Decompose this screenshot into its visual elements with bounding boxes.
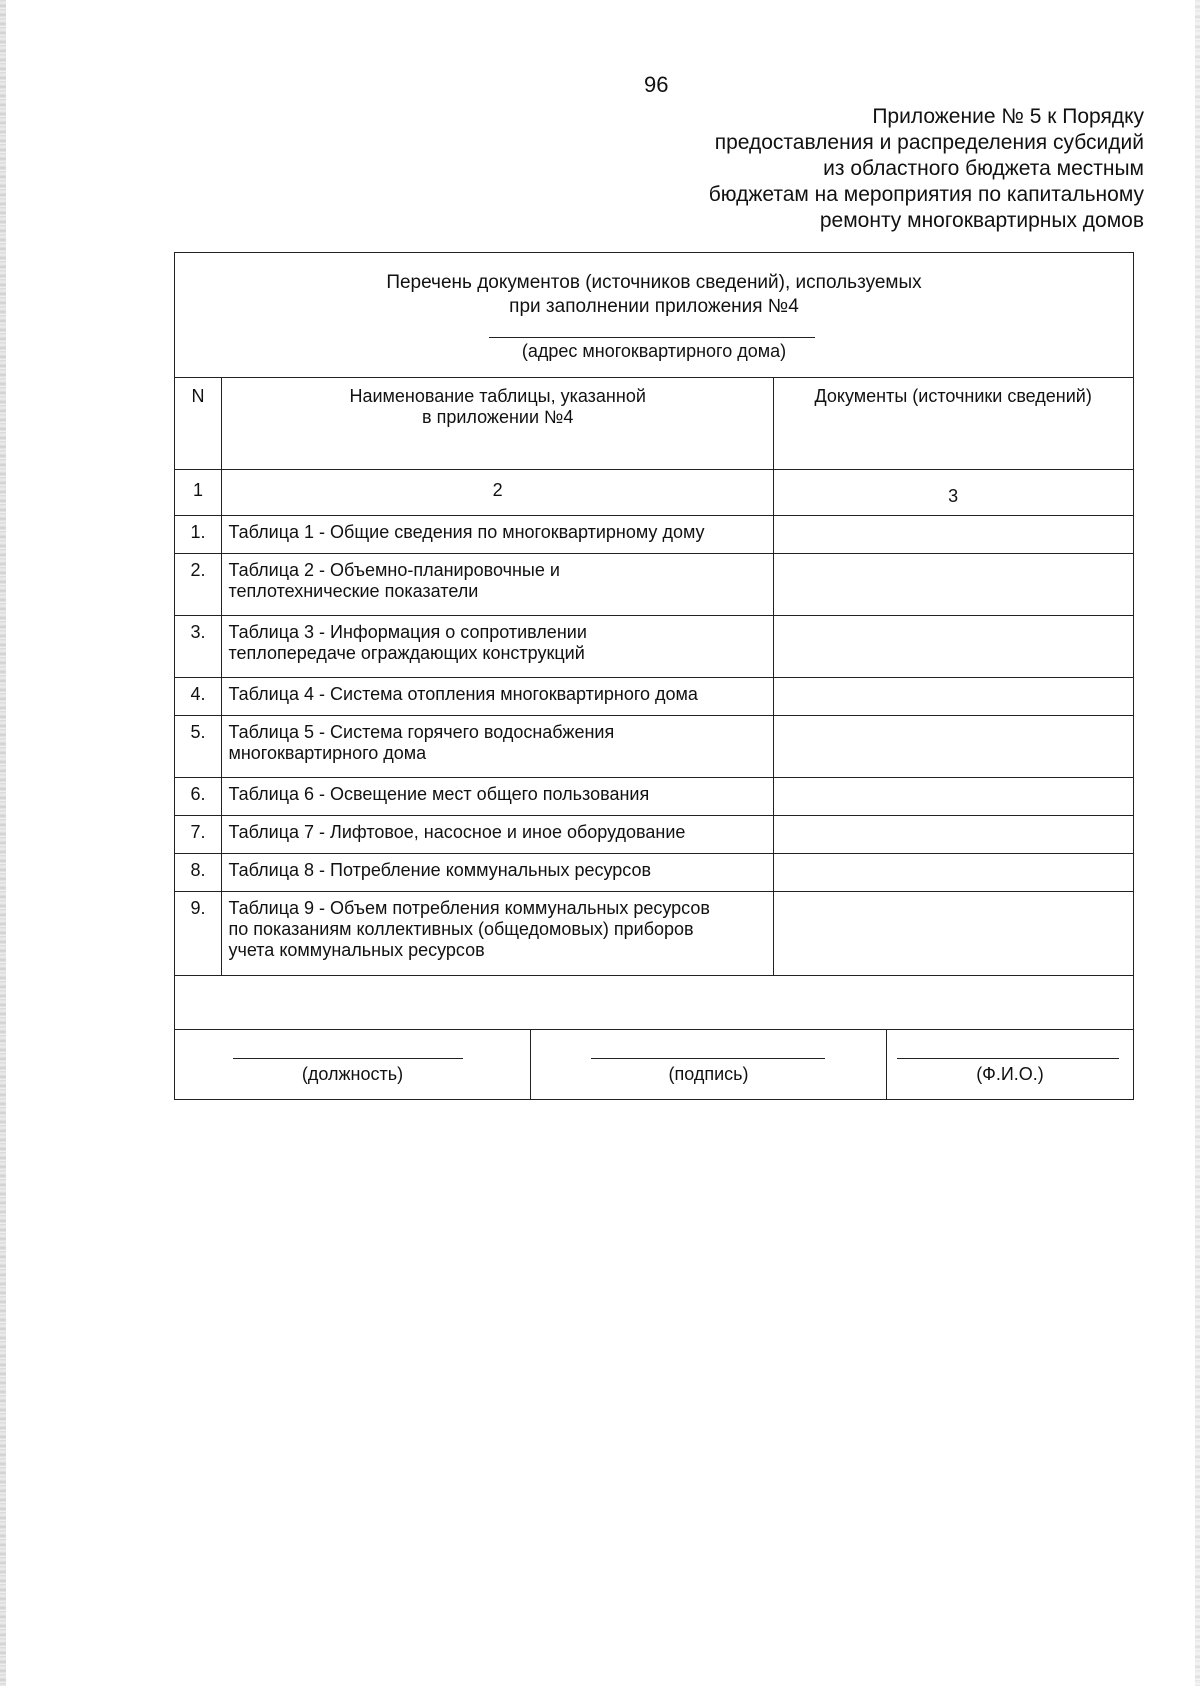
row-number: 3. [174, 616, 222, 678]
signature-cell [531, 1030, 887, 1100]
position-cell [175, 1030, 531, 1100]
row-number: 2. [174, 554, 222, 616]
row-name-line: теплопередаче ограждающих конструкций [228, 643, 585, 663]
row-docs-cell[interactable] [773, 854, 1133, 892]
header-name-line: в приложении №4 [422, 407, 574, 427]
row-name-line: теплотехнические показатели [228, 581, 479, 601]
row-docs-cell[interactable] [773, 678, 1133, 716]
address-label: (адрес многоквартирного дома) [521, 341, 787, 361]
annex-line: бюджетам на мероприятия по капитальному [708, 183, 1144, 206]
table-row [174, 554, 1133, 616]
table-header-row [174, 378, 1133, 470]
full-name-blank-line[interactable] [897, 1058, 1119, 1059]
column-number: 3 [773, 470, 1133, 516]
row-number: 6. [174, 778, 222, 816]
column-number: 2 [222, 470, 773, 516]
column-number-row [174, 470, 1133, 516]
annex-line: Приложение № 5 к Порядку [872, 105, 1144, 128]
table-row [174, 516, 1133, 554]
row-number: 5. [174, 716, 222, 778]
row-number: 4. [174, 678, 222, 716]
row-name [222, 678, 773, 716]
form-title [175, 271, 1133, 319]
row-name-line: Таблица 1 - Общие сведения по многоквартирному дому [228, 522, 705, 542]
header-name [222, 378, 773, 470]
header-name-line: Наименование таблицы, указанной [349, 386, 646, 406]
row-name-line: Таблица 9 - Объем потребления коммунальных ресурсов [228, 898, 710, 918]
table-row [174, 678, 1133, 716]
documents-table [174, 377, 1134, 976]
page-number: 96 [644, 72, 669, 97]
row-name [222, 616, 773, 678]
row-name [222, 516, 773, 554]
scan-edge-left [0, 0, 6, 1686]
table-row [174, 892, 1133, 976]
row-name [222, 554, 773, 616]
row-number: 9. [174, 892, 222, 976]
signature-blank-line[interactable] [591, 1058, 825, 1059]
row-docs-cell[interactable] [773, 816, 1133, 854]
row-name-line: Таблица 3 - Информация о сопротивлении [228, 622, 587, 642]
header-n: N [174, 378, 222, 470]
full-name-label: (Ф.И.О.) [976, 1064, 1044, 1084]
signature-label: (подпись) [668, 1064, 749, 1084]
form-title-line: при заполнении приложения №4 [509, 296, 799, 317]
header-docs: Документы (источники сведений) [773, 378, 1133, 470]
row-name [222, 816, 773, 854]
annex-header [584, 104, 1144, 234]
row-name [222, 854, 773, 892]
form-title-line: Перечень документов (источников сведений), используемых [386, 272, 922, 293]
table-row [174, 854, 1133, 892]
row-docs-cell[interactable] [773, 716, 1133, 778]
address-blank-line [489, 337, 815, 338]
row-docs-cell[interactable] [773, 616, 1133, 678]
table-row [174, 716, 1133, 778]
row-name-line: Таблица 6 - Освещение мест общего пользования [228, 784, 650, 804]
row-name-line: учета коммунальных ресурсов [228, 940, 485, 960]
row-name [222, 778, 773, 816]
row-docs-cell[interactable] [773, 892, 1133, 976]
row-name-line: Таблица 2 - Объемно-планировочные и [228, 560, 560, 580]
row-name-line: многоквартирного дома [228, 743, 427, 763]
table-row [174, 616, 1133, 678]
signature-row [175, 1029, 1133, 1099]
table-row [174, 816, 1133, 854]
row-name-line: Таблица 7 - Лифтовое, насосное и иное оборудование [228, 822, 686, 842]
annex-line: предоставления и распределения субсидий [714, 131, 1144, 154]
row-number: 1. [174, 516, 222, 554]
documents-form [174, 252, 1134, 1100]
row-name-line: по показаниям коллективных (общедомовых) приборов [228, 919, 694, 939]
scan-edge-right [1195, 0, 1200, 1686]
row-docs-cell[interactable] [773, 516, 1133, 554]
row-docs-cell[interactable] [773, 554, 1133, 616]
position-blank-line[interactable] [233, 1058, 463, 1059]
table-row [174, 778, 1133, 816]
annex-line: из областного бюджета местным [823, 157, 1144, 180]
row-number: 7. [174, 816, 222, 854]
row-name-line: Таблица 5 - Система горячего водоснабжения [228, 722, 615, 742]
row-name-line: Таблица 8 - Потребление коммунальных ресурсов [228, 860, 652, 880]
row-number: 8. [174, 854, 222, 892]
row-name [222, 716, 773, 778]
annex-line: ремонту многоквартирных домов [819, 209, 1144, 232]
position-label: (должность) [301, 1064, 404, 1084]
column-number: 1 [174, 470, 222, 516]
row-docs-cell[interactable] [773, 778, 1133, 816]
row-name-line: Таблица 4 - Система отопления многоквартирного дома [228, 684, 698, 704]
row-name [222, 892, 773, 976]
full-name-cell [887, 1030, 1133, 1100]
